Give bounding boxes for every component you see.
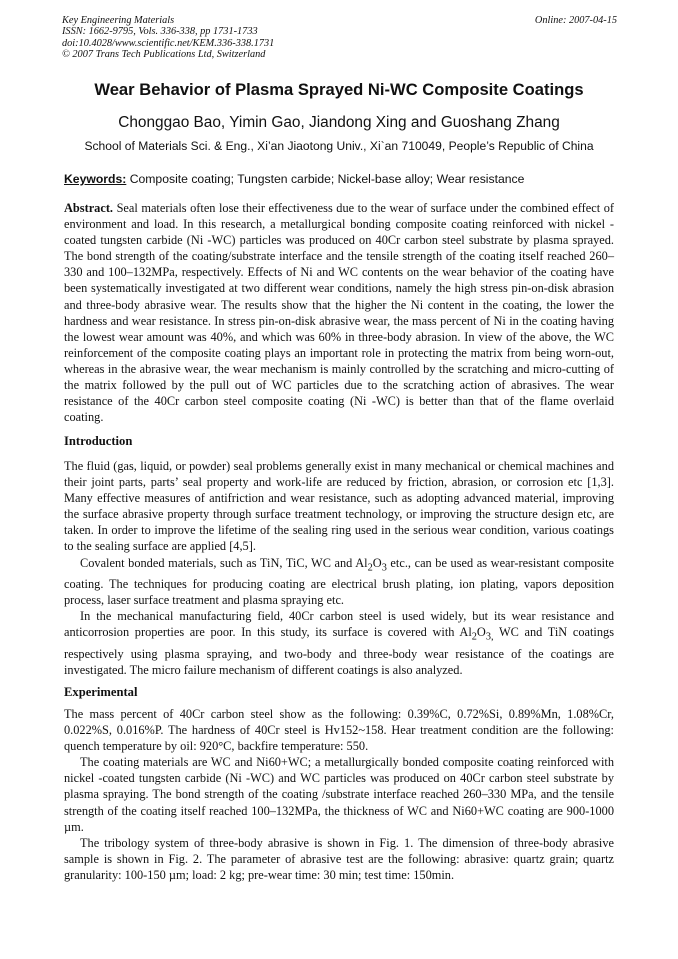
keywords-label: Keywords: <box>64 172 127 186</box>
experimental-paragraph: The tribology system of three-body abrasive is shown in Fig. 1. The dimension of three-body abrasive sample is shown in Fig. 2. The parameter of abrasive test are the following: abrasive: quartz grain; quartz granularity: 100-150 µm; load: 2 kg; pre-wear time: 30 min; test time: 150min. <box>64 835 614 882</box>
affiliation: School of Materials Sci. & Eng., Xi’an Jiaotong Univ., Xi`an 710049, People’s Republic of China <box>84 139 594 153</box>
abstract-text: Seal materials often lose their effectiveness due to the wear of surface under the combined effect of environment and load. In this research, a metallurgical bonding composite coating reinforced with nickel -coated tungsten carbide (Ni -WC) particles was produced on 40Cr carbon steel substrate by plasma sprayed. The bond strength of the coating/substrate interface and the tensile strength of the coating itself reached 260–330 and 100–132MPa, respectively. Effects of Ni and WC contents on the wear behavior of the coating have been systematically investigated at two different wear conditions, namely the high stress pin-on-disk abrasion and three-body abrasive wear. The results show that the higher the Ni content in the coating, the lower the hardness and wear resistance. In stress pin-on-disk abrasive wear, the mass percent of Ni in the coating having the lowest wear amount was 40%, and which was 60% in three-body abrasion. In view of the above, the WC reinforcement of the composite coating plays an important role in protecting the matrix from being worn-out, whereas in the abrasive wear, the wear mechanism is mainly controlled by the scratching and micro-cutting of the matrix followed by the pull out of WC particles due to the scratching action of abrasives. The wear resistance of the 40Cr carbon steel composite coating (Ni -WC) is better than that of the flame overlaid coating. <box>64 201 614 425</box>
issn-line: ISSN: 1662-9795, Vols. 336-338, pp 1731-1733 <box>62 26 258 38</box>
intro-paragraph: The fluid (gas, liquid, or powder) seal problems generally exist in many mechanical or chemical machines and their joint parts, parts’ seal property and work-life are reduced by friction, abrasion, or corrosion etc [1,3]. Many effective measures of antifriction and wear resistance, such as adopting advanced material, improving the surface abrasive property through surface treatment technology, or improving the structure design etc, are taken. In order to improve the lifetime of the sealing ring used in the serious wear condition, various coatings to the sealing surface are applied [4,5]. <box>64 459 614 554</box>
doi-line: doi:10.4028/www.scientific.net/KEM.336-338.1731 <box>62 37 275 49</box>
paper-title: Wear Behavior of Plasma Sprayed Ni-WC Composite Coatings <box>94 80 584 99</box>
keywords-line <box>64 172 524 186</box>
journal-name: Key Engineering Materials <box>62 15 175 26</box>
keywords-text: Composite coating; Tungsten carbide; Nickel-base alloy; Wear resistance <box>129 172 525 186</box>
journal-header <box>62 15 617 61</box>
experimental-paragraph: The coating materials are WC and Ni60+WC; a metallurgically bonded composite coating reinforced with nickel -coated tungsten carbide (Ni -WC) and WC particles was produced on 40Cr carbon steel substrate by plasma spraying. The bond strength of the coating /substrate interface reached 260–330 MPa, and the tensile strength of the coating itself reached 100–132MPa, the thickness of WC and Ni60+WC coating are 900-1000 µm. <box>64 755 614 834</box>
experimental-paragraph: The mass percent of 40Cr carbon steel show as the following: 0.39%C, 0.72%Si, 0.89%Mn, 1.08%Cr, 0.022%S, 0.016%P. The hardness of 40Cr steel is Hv152~158. Hear treatment condition are the following: quench temperature by oil: 920°C, backfire temperature: 550. <box>64 707 614 754</box>
introduction-section <box>64 458 614 678</box>
abstract-section <box>64 200 614 425</box>
copyright-line: © 2007 Trans Tech Publications Ltd, Switzerland <box>62 49 266 61</box>
intro-paragraph: In the mechanical manufacturing field, 40Cr carbon steel is used widely, but its wear resistance and anticorrosion properties are poor. In this study, its surface is covered with $Al_2O_{3,}$ WC and TiN coatings respectively using plasma spraying, and two-body and three-body wear resistance of the coatings are investigated. The micro failure mechanism of different coatings is also analyzed. <box>64 609 614 678</box>
intro-paragraph: Covalent bonded materials, such as TiN, TiC, WC and $Al_2O_3$ etc., can be used as wear-resistant composite coating. The techniques for producing coating are electrical brush plating, ion plating, vapors deposition process, laser surface treatment and plasma spraying etc. <box>64 555 614 608</box>
abstract-label: Abstract. <box>64 201 114 215</box>
author-list: Chonggao Bao, Yimin Gao, Jiandong Xing and Guoshang Zhang <box>118 114 560 131</box>
introduction-heading: Introduction <box>64 434 133 448</box>
experimental-heading: Experimental <box>64 685 138 699</box>
experimental-section <box>64 706 614 883</box>
online-date: Online: 2007-04-15 <box>534 15 617 26</box>
